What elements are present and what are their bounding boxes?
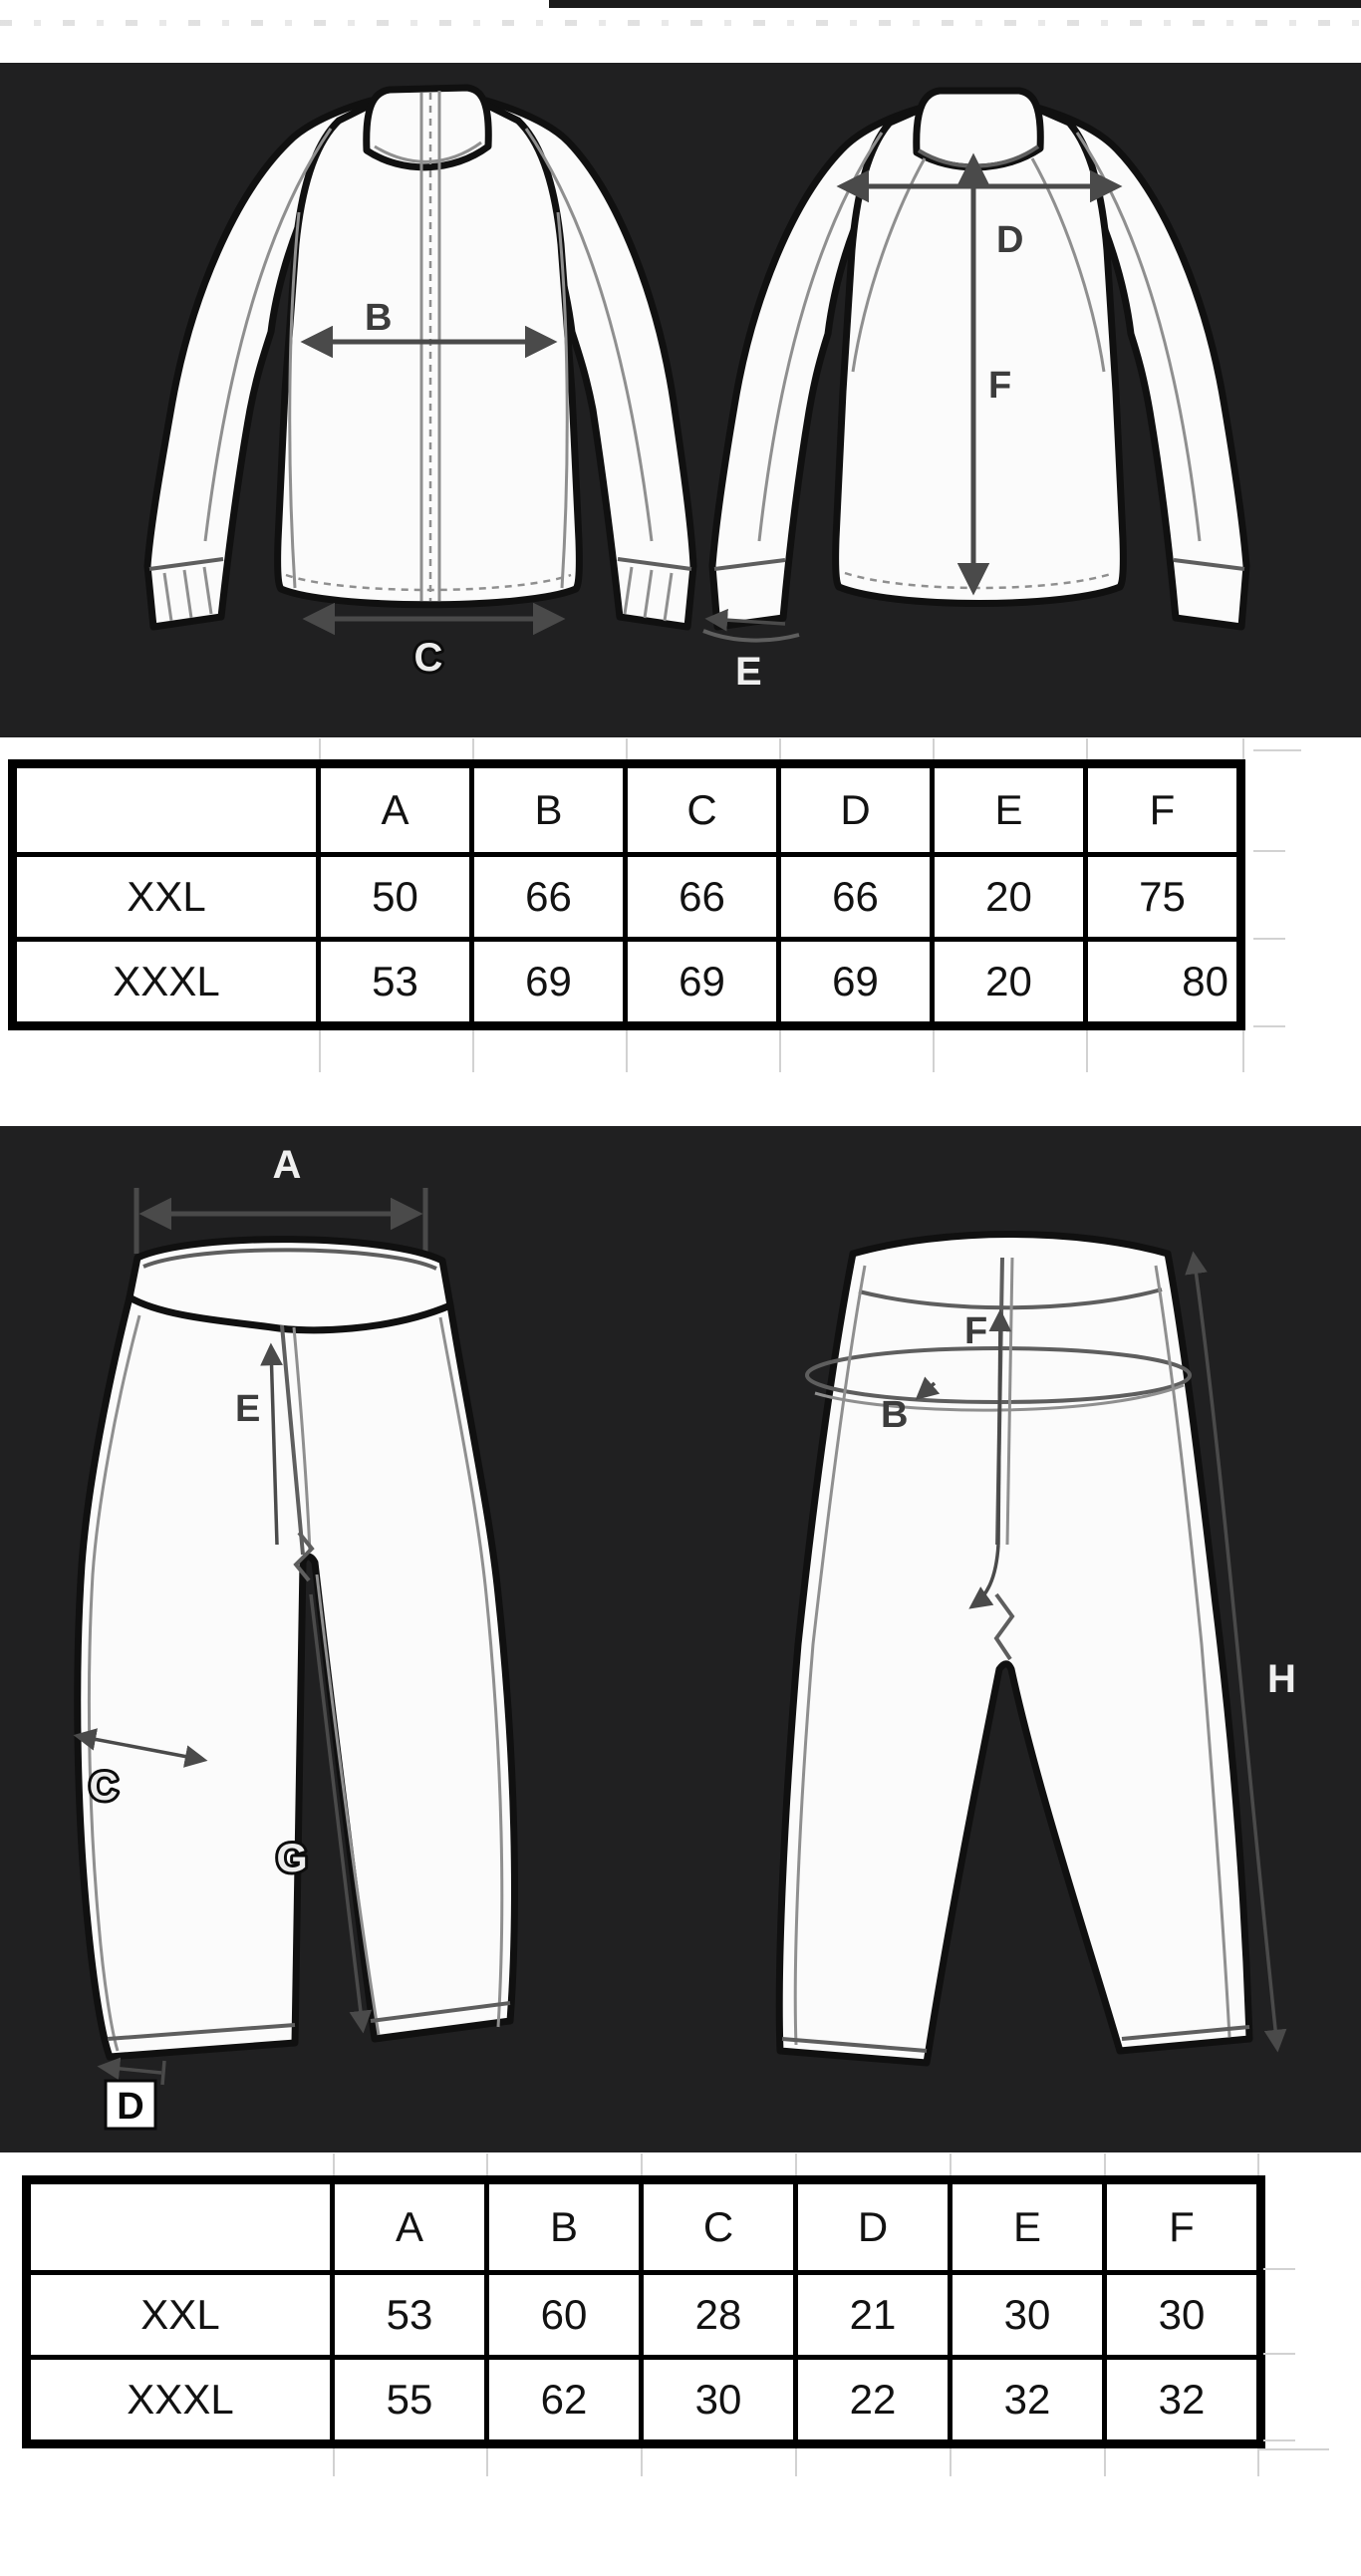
pants-front-view bbox=[78, 1143, 515, 2129]
size-row-label: XXXL bbox=[17, 942, 316, 1021]
gridline-stub bbox=[1253, 938, 1285, 940]
jacket-back-width-label: D bbox=[996, 219, 1024, 261]
size-cell: 30 bbox=[953, 2275, 1102, 2355]
pants-outseam-label: H bbox=[1267, 1657, 1296, 1701]
gridline-stub bbox=[486, 2448, 488, 2476]
gridline-stub bbox=[641, 2448, 643, 2476]
size-cell: 50 bbox=[321, 857, 469, 937]
scan-artifact-line bbox=[0, 20, 1361, 26]
pants-waistband bbox=[130, 1240, 450, 1330]
size-cell: 20 bbox=[935, 857, 1083, 937]
gridline-stub bbox=[1253, 850, 1285, 852]
top-partial-bar bbox=[549, 0, 1361, 8]
jacket-cuff-label: E bbox=[735, 650, 762, 694]
gridline-stub bbox=[1259, 2448, 1329, 2450]
gridline-stub bbox=[1253, 749, 1301, 751]
gridline-stub bbox=[1086, 738, 1088, 759]
gridline-stub bbox=[472, 738, 474, 759]
column-header: F bbox=[1088, 768, 1236, 852]
corner-cell bbox=[31, 2184, 330, 2270]
size-cell: 62 bbox=[489, 2360, 639, 2439]
gridline-stub bbox=[486, 2153, 488, 2175]
gridline-stub bbox=[1263, 2268, 1295, 2270]
column-header: C bbox=[628, 768, 776, 852]
size-cell: 69 bbox=[474, 942, 623, 1021]
column-header: D bbox=[798, 2184, 948, 2270]
gridline-stub bbox=[1086, 1030, 1088, 1072]
pants-diagram bbox=[0, 1126, 1361, 2152]
pants-diagram-panel bbox=[0, 1126, 1361, 2152]
gridline-stub bbox=[626, 738, 628, 759]
pants-front-rise-label: E bbox=[235, 1388, 261, 1430]
gridline-stub bbox=[1257, 2448, 1259, 2476]
column-header: F bbox=[1107, 2184, 1256, 2270]
size-cell: 69 bbox=[781, 942, 930, 1021]
size-cell: 22 bbox=[798, 2360, 948, 2439]
gridline-stub bbox=[333, 2153, 335, 2175]
gridline-stub bbox=[779, 1030, 781, 1072]
size-row-label: XXXL bbox=[31, 2360, 330, 2439]
size-row-label: XXL bbox=[17, 857, 316, 937]
gridline-stub bbox=[795, 2153, 797, 2175]
size-cell: 66 bbox=[474, 857, 623, 937]
jacket-diagram bbox=[0, 63, 1361, 737]
size-cell: 66 bbox=[628, 857, 776, 937]
corner-cell bbox=[17, 768, 316, 852]
gridline-stub bbox=[933, 738, 935, 759]
size-cell: 21 bbox=[798, 2275, 948, 2355]
pants-inseam-label: G bbox=[276, 1837, 308, 1880]
gridline-stub bbox=[1257, 2153, 1259, 2175]
gridline-stub bbox=[1104, 2448, 1106, 2476]
hem-width-arrow bbox=[102, 2067, 161, 2073]
gridline-stub bbox=[319, 738, 321, 759]
gridline-stub bbox=[933, 1030, 935, 1072]
pants-waist-label: A bbox=[272, 1143, 302, 1187]
gridline-stub bbox=[1263, 2439, 1295, 2441]
gridline-stub bbox=[1104, 2153, 1106, 2175]
gridline-stub bbox=[1263, 2353, 1295, 2355]
jacket-diagram-panel bbox=[0, 63, 1361, 737]
gridline-stub bbox=[795, 2448, 797, 2476]
pants-size-table bbox=[22, 2175, 1265, 2448]
column-header: B bbox=[474, 768, 623, 852]
gridline-stub bbox=[319, 1030, 321, 1072]
gridline-stub bbox=[641, 2153, 643, 2175]
pants-hem-label: D bbox=[117, 2086, 144, 2128]
size-row-label: XXL bbox=[31, 2275, 330, 2355]
gridline-stub bbox=[1253, 1025, 1285, 1027]
jacket-front-collar bbox=[367, 88, 489, 167]
jacket-size-table bbox=[8, 759, 1245, 1030]
size-cell: 60 bbox=[489, 2275, 639, 2355]
size-cell: 30 bbox=[644, 2360, 793, 2439]
size-cell: 30 bbox=[1107, 2275, 1256, 2355]
size-cell: 55 bbox=[335, 2360, 484, 2439]
gridline-stub bbox=[950, 2448, 952, 2476]
gridline-stub bbox=[1242, 738, 1244, 759]
size-cell: 53 bbox=[321, 942, 469, 1021]
size-cell: 20 bbox=[935, 942, 1083, 1021]
column-header: E bbox=[935, 768, 1083, 852]
gridline-stub bbox=[626, 1030, 628, 1072]
size-cell: 69 bbox=[628, 942, 776, 1021]
column-header: B bbox=[489, 2184, 639, 2270]
column-header: A bbox=[335, 2184, 484, 2270]
back-rise-arrow bbox=[998, 1313, 1000, 1545]
jacket-back-length-label: F bbox=[988, 365, 1012, 407]
gridline-stub bbox=[950, 2153, 952, 2175]
size-cell: 32 bbox=[953, 2360, 1102, 2439]
column-header: D bbox=[781, 768, 930, 852]
pants-back-rise-label: F bbox=[964, 1310, 988, 1352]
size-cell: 28 bbox=[644, 2275, 793, 2355]
jacket-front-view bbox=[147, 88, 693, 680]
jacket-back-view bbox=[703, 91, 1246, 694]
gridline-stub bbox=[779, 738, 781, 759]
size-cell: 32 bbox=[1107, 2360, 1256, 2439]
jacket-chest-label: B bbox=[365, 297, 393, 339]
gridline-stub bbox=[1242, 1030, 1244, 1072]
pants-hip-label: B bbox=[881, 1394, 909, 1436]
size-cell: 75 bbox=[1088, 857, 1236, 937]
size-cell: 53 bbox=[335, 2275, 484, 2355]
column-header: C bbox=[644, 2184, 793, 2270]
column-header: E bbox=[953, 2184, 1102, 2270]
pants-thigh-label: C bbox=[89, 1765, 119, 1809]
column-header: A bbox=[321, 768, 469, 852]
pants-back-view bbox=[779, 1235, 1296, 2064]
size-cell: 80 bbox=[1088, 942, 1236, 1021]
gridline-stub bbox=[472, 1030, 474, 1072]
jacket-hem-label: C bbox=[413, 636, 443, 680]
gridline-stub bbox=[333, 2448, 335, 2476]
size-cell: 66 bbox=[781, 857, 930, 937]
